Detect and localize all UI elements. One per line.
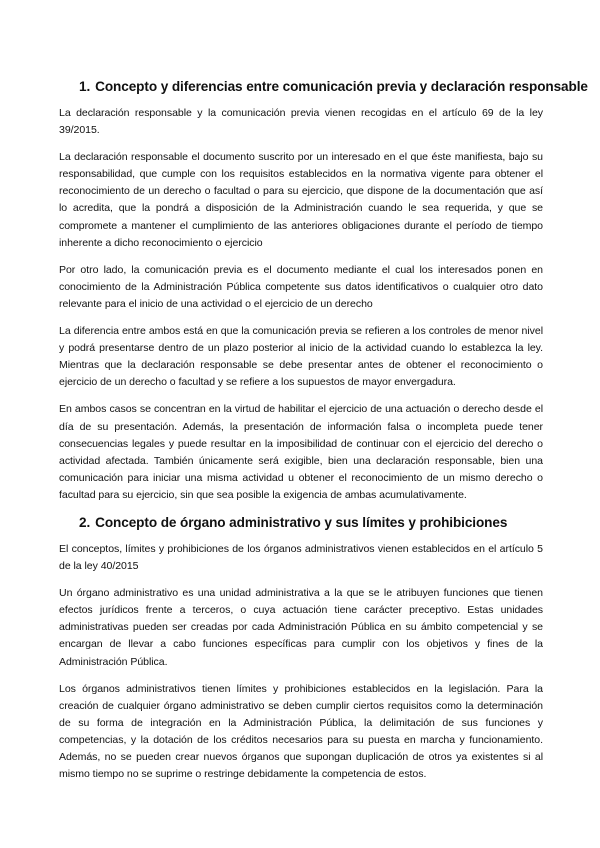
- section-2-heading: [59, 514, 543, 532]
- section-1-heading: [59, 78, 588, 96]
- section-2-number: 2.: [79, 514, 91, 530]
- section-1-paragraph-1: La declaración responsable y la comunicación previa vienen recogidas en el artículo 69 de la ley 39/2015.: [59, 107, 543, 137]
- section-2-paragraph-3: Los órganos administrativos tienen límites y prohibiciones establecidos en la legislación. Para la creación de cualquier órgano administrativo se deben cumplir ciertos requisitos como la determinación de su forma de integración en la Administración Pública, la delimitación de sus funciones y competencias, y la dotación de los créditos necesarios para su puesta en marcha y funcionamiento. Además, no se pueden crear nuevos órganos que supongan duplicación de otros ya existentes si al mismo tiempo no se suprime o restringe debidamente la competencia de estos.: [59, 682, 543, 781]
- section-1-paragraph-5: En ambos casos se concentran en la virtud de habilitar el ejercicio de una actuación o derecho desde el día de su presentación. Además, la presentación de información falsa o incompleta puede tener consecuencias legales y puede resultar en la imposibilidad de continuar con el ejercicio del derecho o actividad afectada. También únicamente será exigible, bien una declaración responsable, bien una comunicación para iniciar una misma actividad u obtener el reconocimiento de un mismo derecho o facultad para su ejercicio, sin que sea posible la exigencia de ambas acumulativamente.: [59, 403, 543, 501]
- section-1-title: Concepto y diferencias entre comunicación previa y declaración responsable: [95, 79, 588, 94]
- section-1-number: 1.: [79, 79, 91, 94]
- section-2-paragraph-1: El conceptos, límites y prohibiciones de los órganos administrativos vienen establecidos en el artículo 5 de la ley 40/2015: [59, 542, 543, 573]
- section-2-paragraph-2: Un órgano administrativo es una unidad administrativa a la que se le atribuyen funciones que tienen efectos jurídicos frente a terceros, o cuya actuación tiene carácter preceptivo. Estas unidades administrativas pueden ser creadas por cada Administración Pública en su ámbito competencial y se encargan de llevar a cabo funciones específicas para cumplir con los objetivos y fines de la Administración Pública.: [59, 587, 543, 668]
- section-1-paragraph-3: Por otro lado, la comunicación previa es el documento mediante el cual los interesados ponen en conocimiento de la Administración Pública competente sus datos identificativos o cualquier otro dato relevante para el inicio de una actividad o el ejercicio de un derecho: [59, 263, 543, 310]
- section-2-title: Concepto de órgano administrativo y sus límites y prohibiciones: [95, 514, 508, 530]
- section-1-paragraph-4: La diferencia entre ambos está en que la comunicación previa se refieren a los controles de menor nivel y podrá presentarse dentro de un plazo posterior al inicio de la actividad cuando lo establezca la ley. Mientras que la declaración responsable se debe presentar antes de obtener el reconocimiento o ejercicio de un derecho o facultad y se refiere a los supuestos de mayor envergadura.: [59, 325, 543, 389]
- section-1-paragraph-2: La declaración responsable el documento suscrito por un interesado en el que éste manifiesta, bajo su responsabilidad, que cumple con los requisitos establecidos en la normativa vigente para obtener el reconocimiento de un derecho o facultad o para su ejercicio, que dispone de la documentación que así lo acredita, que la pondrá a disposición de la Administración cuando le sea requerida, y que se compromete a mantener el cumplimiento de las anteriores obligaciones durante el período de tiempo inherente a dicho reconocimiento o ejercicio: [59, 151, 543, 249]
- document-body: [59, 78, 588, 793]
